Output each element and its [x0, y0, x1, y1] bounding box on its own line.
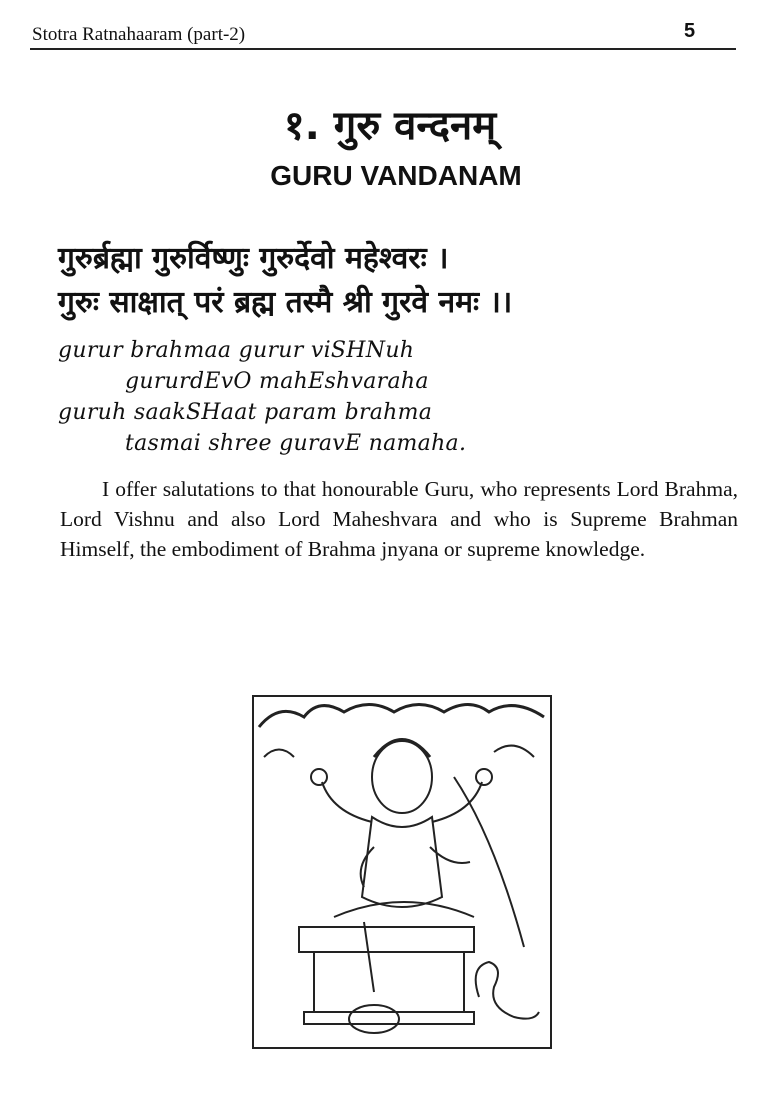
running-header-title: Stotra Ratnahaaram (part-2) — [32, 24, 246, 45]
transliteration-line-3: guruh saakSHaat param brahma — [58, 400, 433, 425]
transliteration-line-1: gurur brahmaa gurur viSHNuh — [58, 338, 415, 363]
transliteration-line-4: tasmai shree guravE namaha. — [125, 431, 467, 456]
meaning-paragraph: I offer salutations to that honourable Guru, who represents Lord Brahma, Lord Vishnu and also Lord Maheshvara and who is Supreme Brahman Himself, the embodiment of Brahma jnyana or supreme knowledge. — [60, 477, 738, 561]
title-devanagari: १. गुरु वन्दनम् — [283, 103, 497, 149]
page-number: 5 — [684, 20, 696, 42]
verse-line-2: गुरुः साक्षात् परं ब्रह्म तस्मै श्री गुरवे नमः ।। — [58, 285, 513, 320]
transliteration-line-2: gururdEvO mahEshvaraha — [125, 369, 429, 394]
verse-line-1: गुरुर्ब्रह्मा गुरुर्विष्णुः गुरुर्देवो महेश्वरः । — [58, 241, 449, 276]
guru-illustration — [252, 695, 552, 1049]
header-rule — [30, 48, 736, 50]
title-english: GURU VANDANAM — [270, 160, 522, 191]
